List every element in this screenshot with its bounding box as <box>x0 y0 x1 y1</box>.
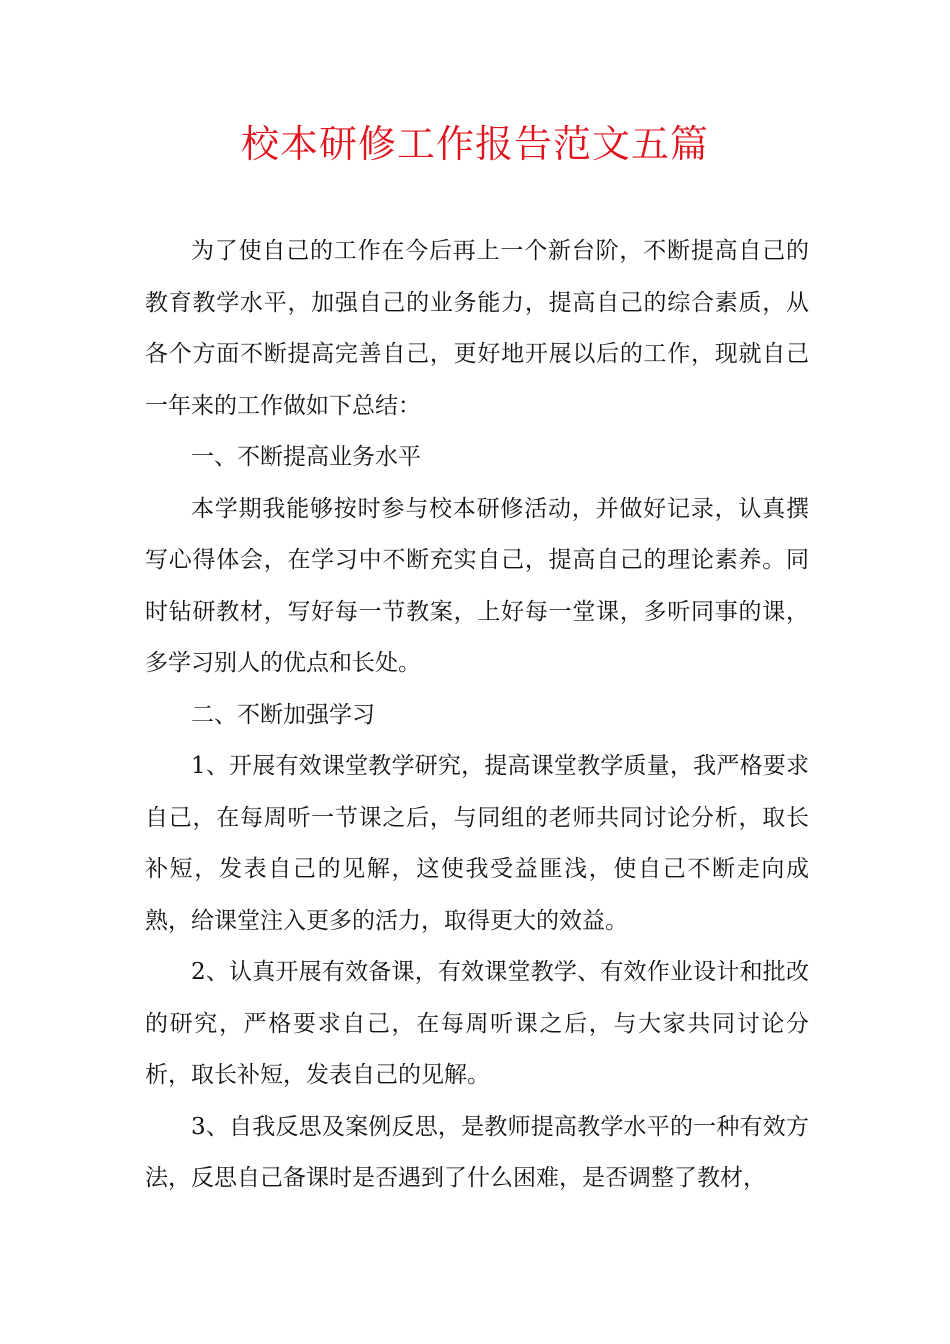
document-body <box>145 226 809 1205</box>
paragraph-item-1: 1、开展有效课堂教学研究，提高课堂教学质量，我严格要求自己，在每周听一节课之后，与同组的老师共同讨论分析，取长补短，发表自己的见解，这使我受益匪浅，使自己不断走向成熟，给课堂注入更多的活力，取得更大的效益。 <box>145 753 809 934</box>
section-heading-2: 二、不断加强学习 <box>191 701 375 728</box>
paragraph-item-2: 2、认真开展有效备课，有效课堂教学、有效作业设计和批改的研究，严格要求自己，在每周听课之后，与大家共同讨论分析，取长补短，发表自己的见解。 <box>145 959 809 1088</box>
paragraph-item-3: 3、自我反思及案例反思，是教师提高教学水平的一种有效方法，反思自己备课时是否遇到了什么困难，是否调整了教材， <box>145 1113 809 1191</box>
document-title: 校本研修工作报告范文五篇 <box>240 122 709 166</box>
section-heading-1: 一、不断提高业务水平 <box>191 444 421 470</box>
paragraph-section-1: 本学期我能够按时参与校本研修活动，并做好记录，认真撰写心得体会，在学习中不断充实自己，提高自己的理论素养。同时钻研教材，写好每一节教案，上好每一堂课，多听同事的课，多学习别人的优点和长处。 <box>145 495 809 676</box>
paragraph-intro: 为了使自己的工作在今后再上一个新台阶，不断提高自己的教育教学水平，加强自己的业务能力，提高自己的综合素质，从各个方面不断提高完善自己，更好地开展以后的工作，现就自己一年来的工作做如下总结： <box>145 238 809 419</box>
